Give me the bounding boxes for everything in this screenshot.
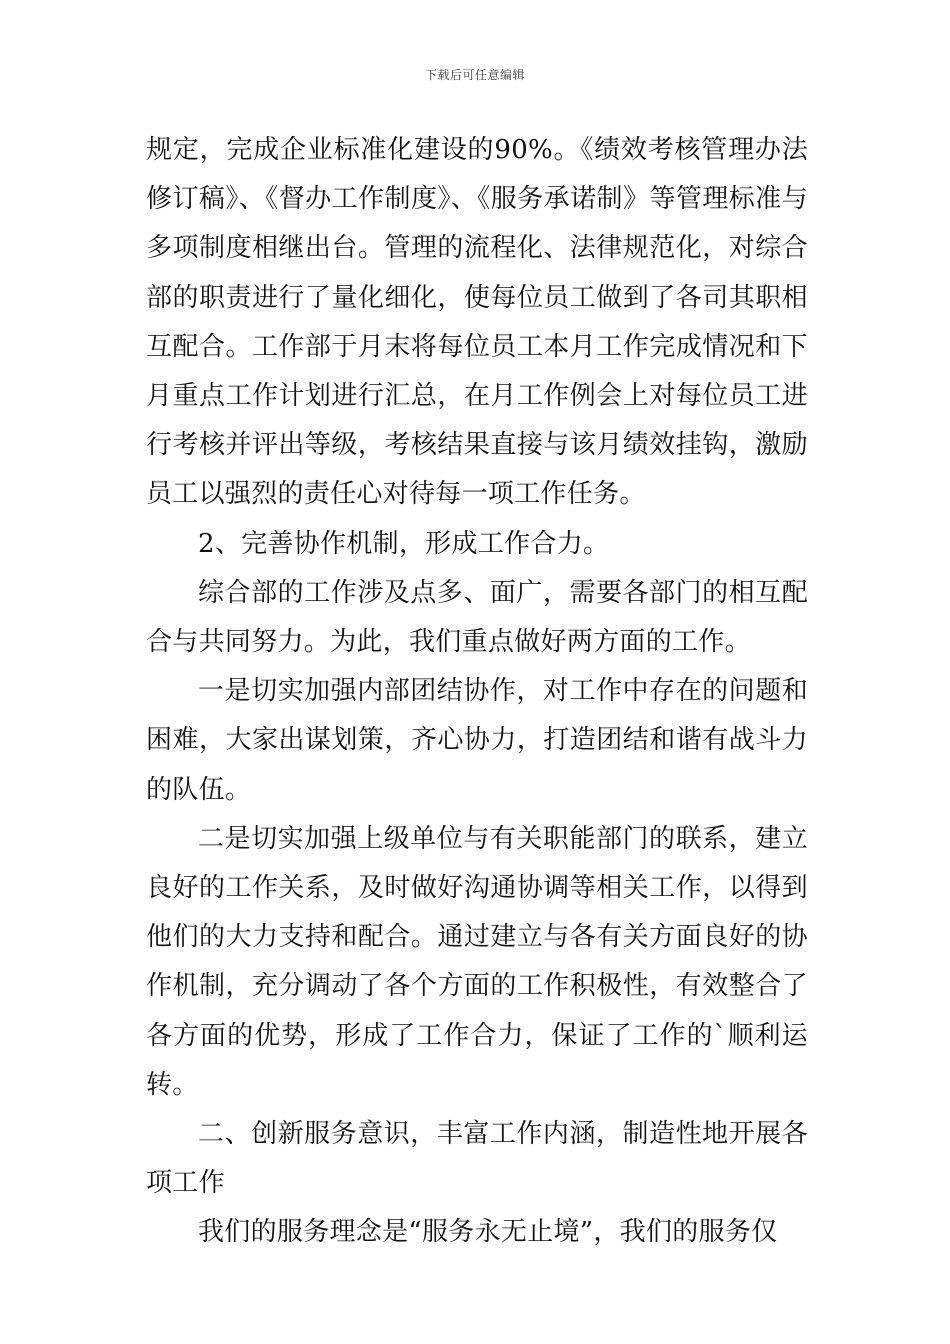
paragraph-1: 规定，完成企业标准化建设的90%。《绩效考核管理办法修订稿》、《督办工作制度》、《服务承诺制》等管理标准与多项制度相继出台。管理的流程化、法律规范化，对综合部的职责进行了量化细化，使每位员工做到了各司其职相互配合。工作部于月末将每位员工本月工作完成情况和下月重点工作计划进行汇总，在月工作例会上对每位员工进行考核并评出等级，考核结果直接与该月绩效挂钩，激励员工以强烈的责任心对待每一项工作任务。: [146, 135, 808, 510]
page-header: 下载后可任意编辑: [424, 68, 525, 82]
paragraph-3: 综合部的工作涉及点多、面广，需要各部门的相互配合与共同努力。为此，我们重点做好两方面的工作。: [146, 577, 808, 658]
paragraph-5: 二是切实加强上级单位与有关职能部门的联系，建立良好的工作关系，及时做好沟通协调等相关工作，以得到他们的大力支持和配合。通过建立与各有关方面良好的协作机制，充分调动了各个方面的工作积极性，有效整合了各方面的优势，形成了工作合力，保证了工作的`顺利运转。: [146, 823, 808, 1100]
paragraph-6: 二、创新服务意识，丰富工作内涵，制造性地开展各项工作: [146, 1119, 808, 1199]
paragraph-4: 一是切实加强内部团结协作，对工作中存在的问题和困难，大家出谋划策，齐心协力，打造团结和谐有战斗力的队伍。: [146, 676, 808, 805]
paragraph-2: 2、完善协作机制，形成工作合力。: [198, 528, 610, 559]
document-body: [146, 126, 808, 1258]
paragraph-7: 我们的服务理念是“服务永无止境”，我们的服务仅: [198, 1217, 778, 1248]
